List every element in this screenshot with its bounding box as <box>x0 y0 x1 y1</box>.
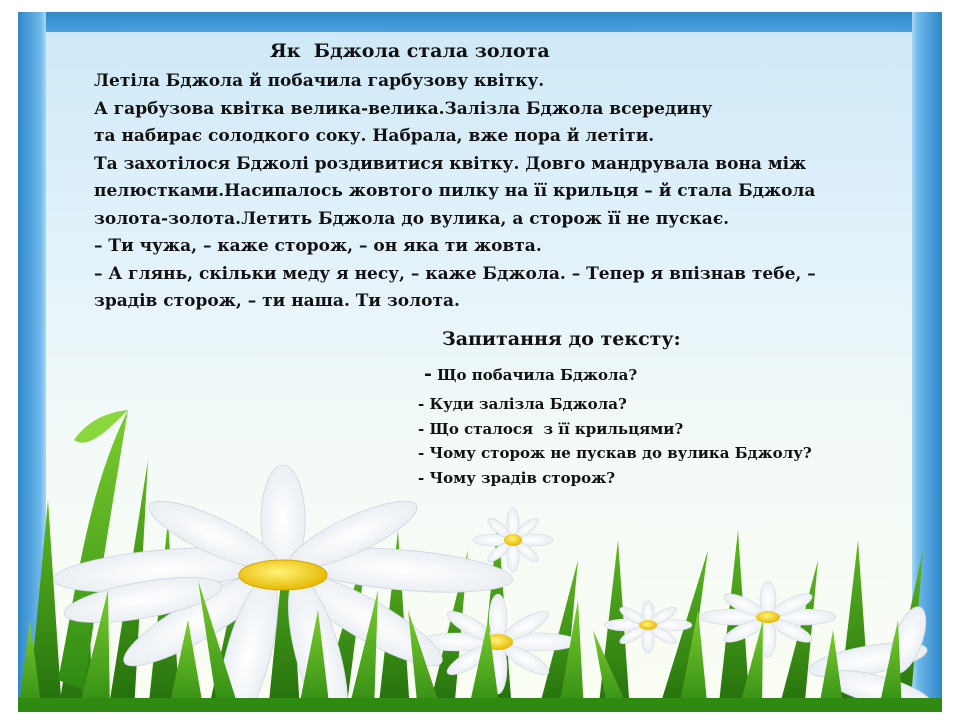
question-text: Куди залізла Бджола? <box>429 395 627 413</box>
question-marker: - <box>418 395 425 413</box>
questions-heading: Запитання до тексту: <box>442 328 681 350</box>
questions-list <box>418 392 812 490</box>
question-text: Чому сторож не пускав до вулика Бджолу? <box>429 444 812 462</box>
story-line: зрадів сторож, – ти наша. Ти золота. <box>94 291 460 311</box>
question-marker: - <box>418 468 425 487</box>
question-marker: - <box>418 419 425 438</box>
story-line: та набирає солодкого соку. Набрала, вже пора й летіти. <box>94 126 655 146</box>
frame-top-border <box>18 12 942 32</box>
story-line: А гарбузова квітка велика-велика.Залізла Бджола всередину <box>94 98 713 119</box>
story-line: Та захотілося Бджолі роздивитися квітку. Довго мандрувала вона між <box>94 153 807 174</box>
question-marker: - <box>418 444 425 462</box>
story-text <box>94 68 894 316</box>
question-marker: - <box>424 363 432 385</box>
story-line: – А глянь, скільки меду я несу, – каже Бджола. – Тепер я впізнав тебе, – <box>94 263 816 284</box>
question-text: Чому зрадів сторож? <box>429 468 616 487</box>
question-item <box>418 392 812 417</box>
question-item <box>418 466 812 491</box>
story-line: Летіла Бджола й побачила гарбузову квітку. <box>94 71 545 91</box>
daisy-medium-right <box>700 581 836 657</box>
story-title: Як Бджола стала золота <box>270 40 550 62</box>
question-item <box>418 417 812 442</box>
question-item <box>418 441 812 466</box>
story-line: пелюстками.Насипалось жовтого пилку на її крильця – й стала Бджола <box>94 181 816 201</box>
question-item <box>424 363 637 385</box>
daisy-small-1 <box>473 508 553 572</box>
story-line: золота-золота.Летить Бджола до вулика, а сторож її не пускає. <box>94 208 730 229</box>
leaf-left <box>58 410 128 690</box>
story-line: – Ти чужа, – каже сторож, – он яка ти жовта. <box>94 236 542 256</box>
question-text: Що сталося з її крильцями? <box>429 419 684 438</box>
question-text: Що побачила Бджола? <box>437 366 638 384</box>
